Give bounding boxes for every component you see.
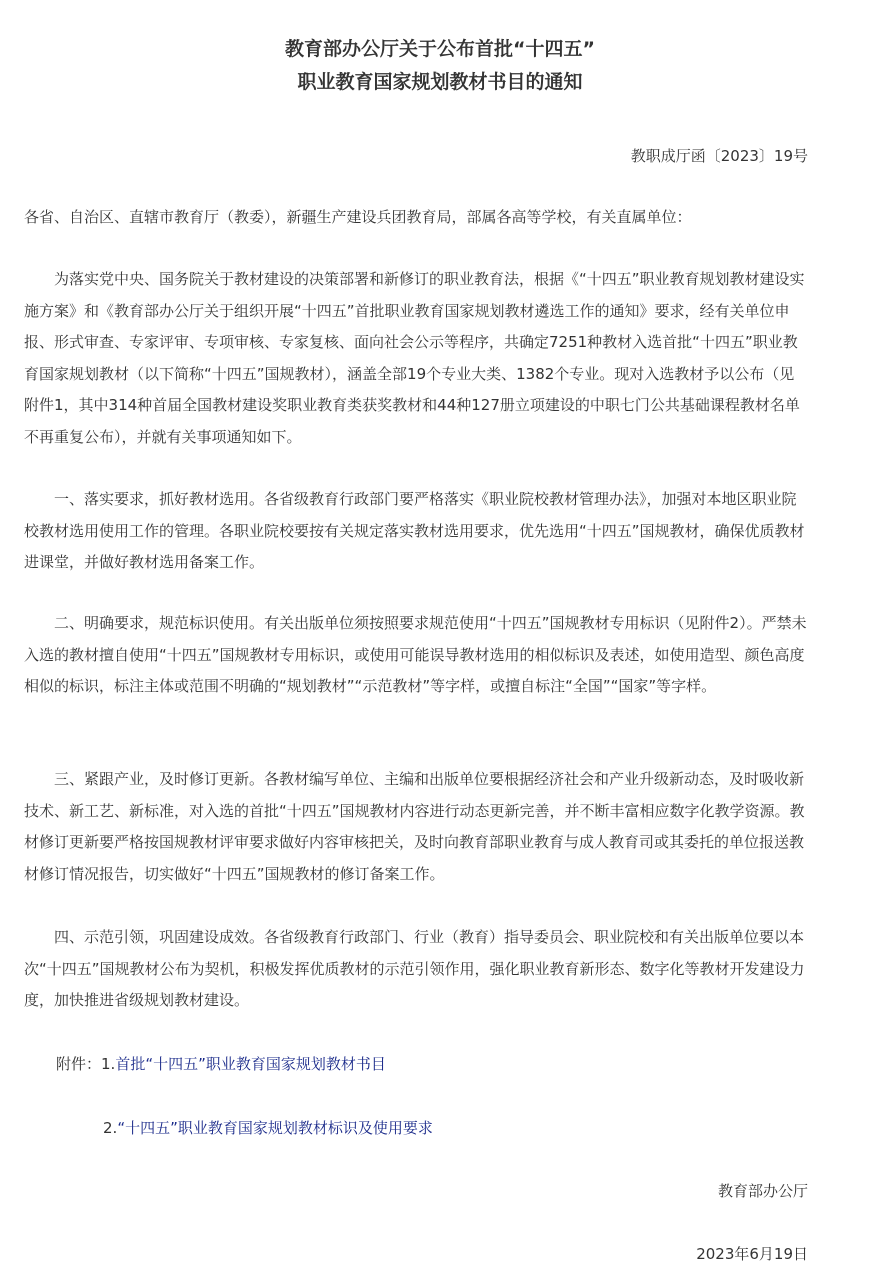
attachment-1-number: 1.	[101, 1055, 116, 1073]
notice-title-line2: 职业教育国家规划教材书目的通知	[297, 71, 583, 93]
document-number: 教职成厅函〔2023〕19号	[630, 147, 808, 165]
section-4-paragraph: 四、示范引领，巩固建设成效。各省级教育行政部门、行业（教育）指导委员会、职业院校和有关出版单位要以本次“十四五”国规教材公布为契机，积极发挥优质教材的示范引领作用，强化职业教育新形态、数字化等教材开发建设力度，加快推进省级规划教材建设。	[24, 928, 805, 1009]
intro-paragraph: 为落实党中央、国务院关于教材建设的决策部署和新修订的职业教育法，根据《“十四五”职业教育规划教材建设实施方案》和《教育部办公厅关于组织开展“十四五”首批职业教育国家规划教材遴选工作的通知》要求，经有关单位申报、形式审查、专家评审、专项审核、专家复核、面向社会公示等程序，共确定7251种教材入选首批“十四五”职业教育国家规划教材（以下简称“十四五”国规教材），涵盖全部19个专业大类、1382个专业。现对入选教材予以公布（见附件1，其中314种首届全国教材建设奖职业教育类获奖教材和44种127册立项建设的中职七门公共基础课程教材名单不再重复公布），并就有关事项通知如下。	[24, 270, 805, 446]
attachment-1-link[interactable]: 首批“十四五”职业教育国家规划教材书目	[115, 1055, 386, 1073]
attachment-2-number: 2.	[103, 1119, 118, 1137]
attachments-label: 附件：	[56, 1055, 102, 1073]
attachment-2	[103, 1117, 433, 1138]
section-2-paragraph: 二、明确要求，规范标识使用。有关出版单位须按照要求规范使用“十四五”国规教材专用标识（见附件2）。严禁未入选的教材擅自使用“十四五”国规教材专用标识，或使用可能误导教材选用的相似标识及表述，如使用造型、颜色高度相似的标识，标注主体或范围不明确的“规划教材”“示范教材”等字样，或擅自标注“全国”“国家”等字样。	[24, 614, 807, 695]
attachment-1	[56, 1053, 386, 1074]
section-1-paragraph: 一、落实要求，抓好教材选用。各省级教育行政部门要严格落实《职业院校教材管理办法》，加强对本地区职业院校教材选用使用工作的管理。各职业院校要按有关规定落实教材选用要求，优先选用“十四五”国规教材，确保优质教材进课堂，并做好教材选用备案工作。	[24, 490, 805, 571]
notice-title-line1: 教育部办公厅关于公布首批“十四五”	[285, 38, 595, 60]
section-3-paragraph: 三、紧跟产业，及时修订更新。各教材编写单位、主编和出版单位要根据经济社会和产业升级新动态，及时吸收新技术、新工艺、新标准，对入选的首批“十四五”国规教材内容进行动态更新完善，并不断丰富相应数字化教学资源。教材修订更新要严格按国规教材评审要求做好内容审核把关，及时向教育部职业教育与成人教育司或其委托的单位报送教材修订情况报告，切实做好“十四五”国规教材的修订备案工作。	[24, 770, 805, 883]
issue-date: 2023年6月19日	[696, 1245, 808, 1263]
attachment-2-link[interactable]: “十四五”职业教育国家规划教材标识及使用要求	[117, 1119, 433, 1137]
addressee-line: 各省、自治区、直辖市教育厅（教委），新疆生产建设兵团教育局，部属各高等学校，有关直属单位：	[24, 208, 692, 226]
issuer-signature: 教育部办公厅	[717, 1182, 808, 1200]
